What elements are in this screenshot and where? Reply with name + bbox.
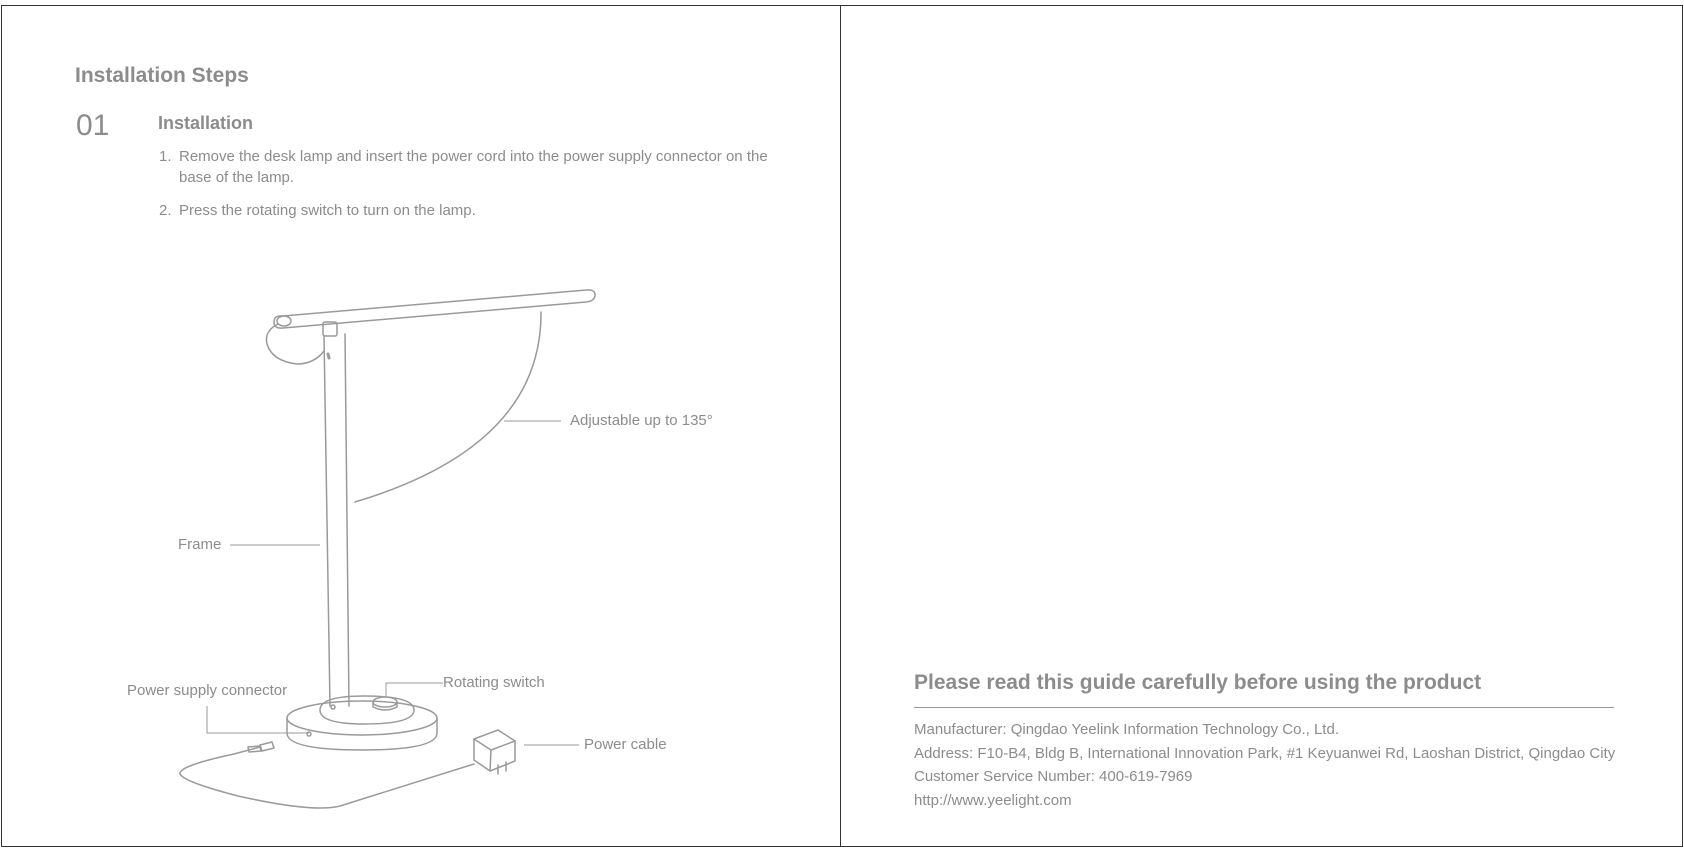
connector-port [331, 705, 335, 709]
desk-lamp-diagram [2, 6, 840, 844]
base-recess [320, 696, 414, 724]
lamp-head-end-cap [277, 316, 291, 326]
head-cable [266, 324, 324, 364]
closing-title: Please read this guide carefully before using the product [914, 671, 1482, 694]
lamp-base-top [287, 701, 437, 735]
power-adapter [474, 730, 515, 771]
label-power-cable: Power cable [584, 736, 667, 753]
label-adjustable: Adjustable up to 135° [570, 412, 713, 429]
label-power-supply-connector: Power supply connector [127, 682, 288, 699]
lamp-base-side [287, 718, 437, 750]
customer-service-line: Customer Service Number: 400-619-7969 [914, 768, 1193, 785]
step-item-number: 2. [159, 202, 172, 219]
manufacturer-info [914, 718, 1615, 812]
power-cable [180, 747, 474, 808]
label-rotating-switch: Rotating switch [443, 674, 545, 691]
connector-leader [207, 706, 309, 733]
manufacturer-line: Manufacturer: Qingdao Yeelink Information Technology Co., Ltd. [914, 721, 1339, 738]
step-item-number: 1. [159, 148, 172, 165]
switch-leader [386, 683, 443, 696]
cable-plug [260, 742, 274, 751]
divider [914, 707, 1614, 708]
left-page [1, 5, 842, 847]
step-item-text: Remove the desk lamp and insert the power cord into the power supply connector on the base of the lamp. [179, 148, 768, 186]
frame [324, 334, 349, 706]
right-page [840, 5, 1683, 847]
step-item-text: Press the rotating switch to turn on the lamp. [179, 202, 476, 219]
adjustable-arc [355, 312, 541, 502]
section-title: Installation Steps [75, 64, 249, 87]
address-line: Address: F10-B4, Bldg B, International Innovation Park, #1 Keyuanwei Rd, Laoshan District, Qingdao City [914, 744, 1616, 762]
label-frame: Frame [178, 536, 222, 553]
step-heading: Installation [158, 113, 254, 133]
website-line: http://www.yeelight.com [914, 791, 1072, 809]
lamp-head [274, 290, 595, 328]
step-number: 01 [76, 109, 110, 142]
